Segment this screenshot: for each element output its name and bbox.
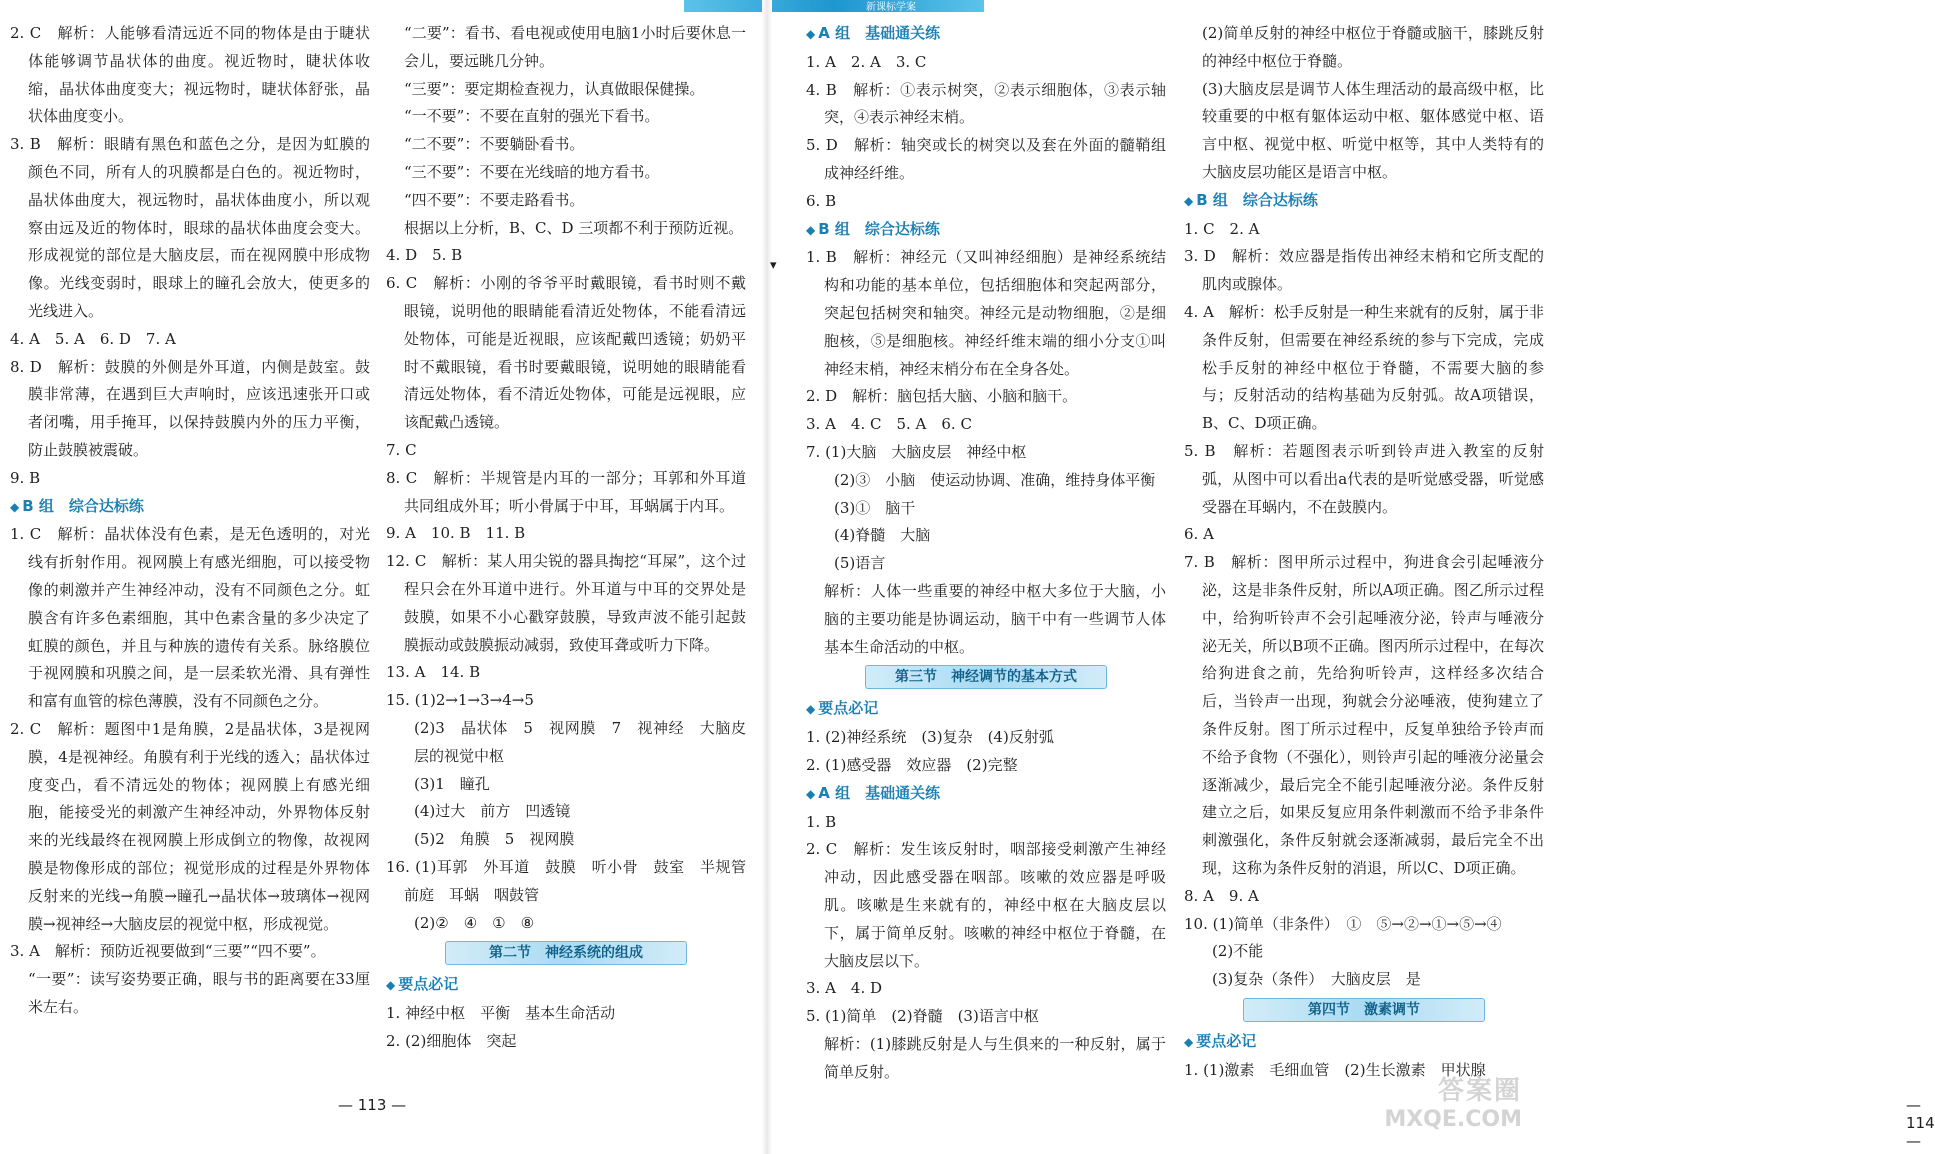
answer-item: 10. (1)简单（非条件） ① ⑤→②→①→⑤→④ [1184,914,1502,933]
diamond-bullet-icon: ◆ [806,222,816,237]
group-heading [1184,1028,1544,1057]
answer-line: (2)简单反射的神经中枢位于脊髓或脑干，膝跳反射的神经中枢位于脊髓。 [1202,24,1544,70]
answer-item: 1. (1)激素 毛细血管 (2)生长激素 甲状腺 [1184,1060,1486,1079]
page-right [776,0,1935,1154]
answer-line: (2)③ 小脑 使运动协调、准确，维持身体平衡 [834,470,1156,489]
answer-line: “二不要”：不要躺卧看书。 [404,135,585,154]
answer-item: 5. D 解析：轴突或长的树突以及套在外面的髓鞘组成神经纤维。 [806,136,1166,182]
answer-line: 根据以上分析，B、C、D 三项都不利于预防近视。 [404,218,744,237]
answer-item: 16. (1)耳郭 外耳道 鼓膜 听小骨 鼓室 半规管 前庭 耳蜗 咽鼓管 [386,857,762,904]
answer-line: (2)② ④ ① ⑧ [414,913,535,932]
group-heading-text: 要点必记 [398,975,459,994]
answer-item: 13. A 14. B [386,663,481,682]
answer-item: 2. (1)感受器 效应器 (2)完整 [806,755,1018,774]
answer-item: 5. (1)简单 (2)脊髓 (3)语言中枢 [806,1007,1039,1026]
answer-item: 6. B [806,191,837,210]
answer-item: 1. 神经中枢 平衡 基本生命活动 [386,1004,616,1023]
answer-line: “三不要”：不要在光线暗的地方看书。 [404,162,660,181]
answer-line: (5)2 角膜 5 视网膜 [414,830,575,849]
answer-line: (2)不能 [1212,942,1264,961]
book-gutter [762,0,772,1154]
section-title: 第三节 神经调节的基本方式 [865,665,1107,689]
group-heading [806,780,1166,809]
answer-line: (2)3 晶状体 5 视网膜 7 视神经 大脑皮层的视觉中枢 [414,718,746,765]
diamond-bullet-icon: ◆ [806,27,816,41]
answer-line: (4)脊髓 大脑 [834,526,931,545]
answer-item: 4. A 5. A 6. D 7. A [10,329,176,348]
group-heading-text: B 组 综合达标练 [1196,190,1318,209]
group-heading-text: B 组 综合达标练 [818,219,940,238]
diamond-bullet-icon: ◆ [1184,193,1194,208]
answer-item: 2. D 解析：脑包括大脑、小脑和脑干。 [806,387,1078,406]
answer-item: 4. D 5. B [386,246,463,265]
answer-item: 7. (1)大脑 大脑皮层 神经中枢 [806,442,1027,461]
answer-item: 5. B 解析：若题图表示听到铃声进入教室的反射弧，从图中可以看出a代表的是听觉感受器，听觉感受器在耳蜗内，不在鼓膜内。 [1184,441,1544,516]
answer-line: (3)1 瞳孔 [414,774,490,793]
group-heading [10,493,370,522]
group-heading-text: A 组 基础通关练 [818,24,941,42]
group-heading [806,20,1166,49]
answer-line: (3)① 脑干 [834,498,916,517]
answer-item: 7. C [386,440,417,459]
answer-item: 7. B 解析：图甲所示过程中，狗进食会引起唾液分泌，这是非条件反射，所以A项正确。图乙所示过程中，给狗听铃声不会引起唾液分泌，铃声与唾液分泌无关，所以B项不正确。图丙所示过程中，在每次给狗进食之前，先给狗听铃声，这样经多次结合后，当铃声一出现，狗就会分泌唾液，使狗建立了条件反射。图丁所示过程中，反复单独给予铃声而不给予食物（不强化），则铃声引起的唾液分泌量会逐渐减少，最后完全不能引起唾液分泌。条件反射建立之后，如果反复应用条件刺激而不给予非条件刺激强化，条件反射就会逐渐减弱，最后完全不出现，这称为条件反射的消退，所以C、D项正确。 [1184,553,1544,877]
answer-line: (5)语言 [834,554,886,573]
column-4 [1184,20,1544,1084]
answer-item: 1. C 解析：晶状体没有色素，是无色透明的，对光线有折射作用。视网膜上有感光细胞，可以接受物像的刺激并产生神经冲动，没有不同颜色之分。虹膜含有许多色素细胞，其中色素含量的多少决定了虹膜的颜色，并且与种族的遗传有关系。脉络膜位于视网膜和巩膜之间，是一层柔软光滑、具有弹性和富有血管的棕色薄膜，没有不同颜色之分。 [10,525,370,711]
group-heading [806,216,1166,245]
group-heading-text: A 组 基础通关练 [818,783,941,802]
answer-item: 8. D 解析：鼓膜的外侧是外耳道，内侧是鼓室。鼓膜非常薄，在遇到巨大声响时，应该迅速张开口或者闭嘴，用手掩耳，以保持鼓膜内外的压力平衡，防止鼓膜被震破。 [10,357,370,459]
group-heading [386,971,746,1000]
answer-item: 8. C 解析：半规管是内耳的一部分；耳郭和外耳道共同组成外耳；听小骨属于中耳，耳蜗属于内耳。 [386,468,746,515]
answer-item: 4. B 解析：①表示树突，②表示细胞体，③表示轴突，④表示神经末梢。 [806,80,1166,127]
group-heading-text: 要点必记 [1196,1031,1257,1050]
answer-item: 9. B [10,468,41,487]
group-heading-text: B 组 综合达标练 [22,496,144,515]
answer-item: 3. A 解析：预防近视要做到“三要”“四不要”。 [10,942,326,961]
answer-item: 1. B [806,812,837,831]
answer-line: 解析：人体一些重要的神经中枢大多位于大脑，小脑的主要功能是协调运动，脑干中有一些调节人体基本生命活动的中枢。 [824,581,1166,656]
answer-item: 15. (1)2→1→3→4→5 [386,691,534,710]
column-2 [386,20,762,1056]
answer-item: 8. A 9. A [1184,886,1259,905]
answer-line: (3)复杂（条件） 大脑皮层 是 [1212,970,1421,989]
diamond-bullet-icon: ◆ [806,786,816,801]
answer-item: 3. B 解析：眼睛有黑色和蓝色之分，是因为虹膜的颜色不同，所有人的巩膜都是白色的。视近物时，晶状体曲度大，视远物时，晶状体曲度小，所以观察由远及近的物体时，眼球的晶状体曲度会变大。形成视觉的部位是大脑皮层，而在视网膜中形成物像。光线变弱时，眼球上的瞳孔会放大，使更多的光线进入。 [10,135,370,320]
answer-item: 6. A [1184,525,1214,544]
watermark-logo: 答案圈 [1437,1076,1522,1106]
answer-line: “一要”：读写姿势要正确，眼与书的距离要在33厘米左右。 [28,970,370,1016]
answer-item: 9. A 10. B 11. B [386,524,526,543]
group-heading [806,695,1166,724]
page-left [0,0,760,1154]
diamond-bullet-icon: ◆ [1184,1034,1194,1049]
diamond-bullet-icon: ◆ [806,702,816,717]
diamond-bullet-icon: ◆ [386,978,396,993]
answer-item: 3. D 解析：效应器是指传出神经末梢和它所支配的肌肉或腺体。 [1184,247,1544,294]
column-3 [806,20,1166,1086]
answer-item: 3. A 4. D [806,979,883,998]
answer-item: 1. (2)神经系统 (3)复杂 (4)反射弧 [806,728,1054,747]
answer-item: 12. C 解析：某人用尖锐的器具掏挖“耳屎”，这个过程只会在外耳道中进行。外耳道与中耳的交界处是鼓膜，如果不小心戳穿鼓膜，导致声波不能引起鼓膜振动或鼓膜振动减弱，致使耳聋或听力下降。 [386,552,746,654]
watermark [1362,1070,1522,1150]
group-heading [1184,187,1544,216]
answer-line: “四不要”：不要走路看书。 [404,190,585,209]
answer-line: (4)过大 前方 凹透镜 [414,802,571,821]
margin-mark: ▾ [770,258,777,273]
answer-item: 6. C 解析：小刚的爷爷平时戴眼镜，看书时则不戴眼镜，说明他的眼睛能看清近处物体，不能看清远处物体，可能是近视眼，应该配戴凹透镜；奶奶平时不戴眼镜，看书时要戴眼镜，说明她的眼睛能看清远处物体，看不清近处物体，可能是远视眼，应该配戴凸透镜。 [386,274,746,432]
answer-item: 2. (2)细胞体 突起 [386,1031,517,1050]
answer-line: “一不要”：不要在直射的强光下看书。 [404,107,660,126]
answer-item: 1. C 2. A [1184,219,1260,238]
answer-item: 2. C 解析：发生该反射时，咽部接受刺激产生神经冲动，因此感受器在咽部。咳嗽的效应器是呼吸肌。咳嗽是生来就有的，神经中枢在大脑皮层以下，属于简单反射。咳嗽的神经中枢位于脊髓，在大脑皮层以下。 [806,840,1166,970]
column-1 [10,20,370,1022]
answer-line: (3)大脑皮层是调节人体生理活动的最高级中枢，比较重要的中枢有躯体运动中枢、躯体感觉中枢、语言中枢、视觉中枢、听觉中枢等，其中人类特有的大脑皮层功能区是语言中枢。 [1202,79,1544,181]
page-number-right: — 114 — [1906,1096,1935,1150]
section-title: 第四节 激素调节 [1243,998,1485,1022]
answer-item: 1. A 2. A 3. C [806,52,927,71]
answer-line: “三要”：要定期检查视力，认真做眼保健操。 [404,79,705,98]
answer-item: 3. A 4. C 5. A 6. C [806,415,972,434]
answer-item: 4. A 解析：松手反射是一种生来就有的反射，属于非条件反射，但需要在神经系统的参与下完成，完成松手反射的神经中枢位于脊髓，不需要大脑的参与；反射活动的结构基础为反射弧。故A项错误，B、C、D项正确。 [1184,302,1544,433]
header-band-text: 新课标学案 [866,2,916,13]
group-heading-text: 要点必记 [818,699,879,718]
watermark-site: MXQE.COM [1384,1107,1522,1132]
answer-line: “二要”：看书、看电视或使用电脑1小时后要休息一会儿，要远眺几分钟。 [404,24,746,70]
answer-item: 1. B 解析：神经元（又叫神经细胞）是神经系统结构和功能的基本单位，包括细胞体和突起两部分，突起包括树突和轴突。神经元是动物细胞，②是细胞核，⑤是细胞核。神经纤维末端的细小分支①叫神经末梢，神经末梢分布在全身各处。 [806,248,1166,378]
page-number-left: — 113 — [338,1096,407,1114]
answer-item: 2. C 解析：题图中1是角膜，2是晶状体，3是视网膜，4是视神经。角膜有利于光线的透入；晶状体过度变凸，看不清远处的物体；视网膜上有感光细胞，能接受光的刺激产生神经冲动，外界物体反射来的光线最终在视网膜上形成倒立的物像，故视网膜是物像形成的部位；视觉形成的过程是外界物体反射来的光线→角膜→瞳孔→晶状体→玻璃体→视网膜→视神经→大脑皮层的视觉中枢，形成视觉。 [10,719,370,933]
section-title: 第二节 神经系统的组成 [445,941,687,965]
answer-item: 2. C 解析：人能够看清远近不同的物体是由于睫状体能够调节晶状体的曲度。视近物时，睫状体收缩，晶状体曲度变大；视远物时，睫状体舒张，晶状体曲度变小。 [10,24,370,126]
diamond-bullet-icon: ◆ [10,499,20,514]
answer-line: 解析：(1)膝跳反射是人与生俱来的一种反射，属于简单反射。 [824,1034,1166,1081]
